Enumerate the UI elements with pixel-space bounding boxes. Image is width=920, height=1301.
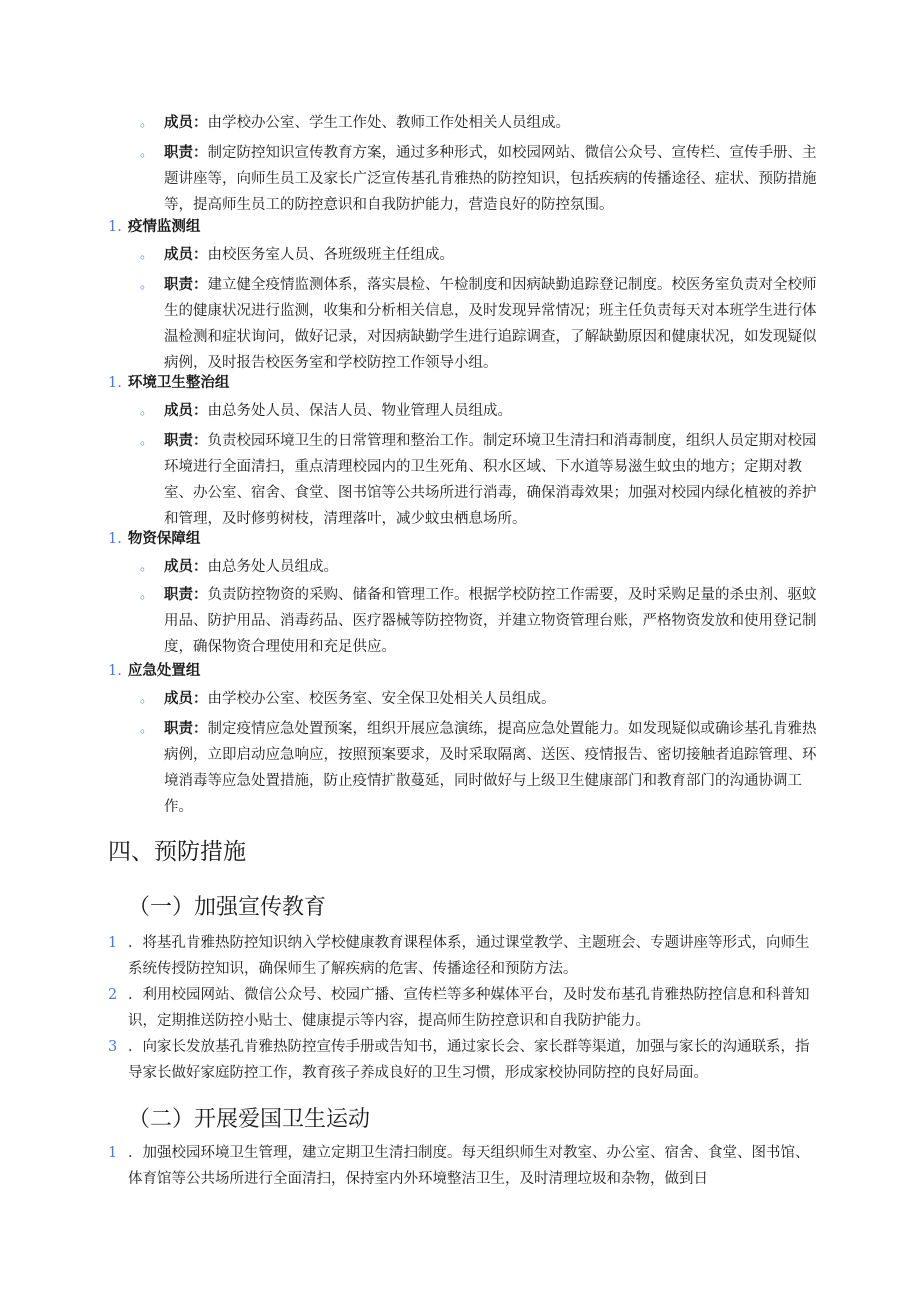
list-number: 2: [108, 987, 118, 1003]
group-heading-emergency: [108, 658, 200, 684]
bullet-icon: 。: [140, 145, 154, 160]
group-heading-environment: [108, 370, 229, 396]
section-heading: 四、预防措施: [108, 839, 246, 865]
bullet-icon: 。: [140, 277, 154, 292]
duty-text: 负责防控物资的采购、储备和管理工作。根据学校防控工作需要，及时采购足量的杀虫剂、驱蚊用品、防护用品、消毒药品、医疗器械等防控物资，并建立物资管理台账，严格物资发放和使用登记制度，确保物资合理使用和充足供应。: [164, 587, 817, 655]
duty-text: 制定疫情应急处置预案，组织开展应急演练，提高应急处置能力。如发现疑似或确诊基孔肯雅热病例，立即启动应急响应，按照预案要求，及时采取隔离、送医、疫情报告、密切接触者追踪管理、环境消毒等应急处置措施，防止疫情扩散蔓延，同时做好与上级卫生健康部门和教育部门的沟通协调工作。: [164, 721, 817, 815]
group-title: 环境卫生整治组: [127, 375, 230, 391]
group-title: 疫情监测组: [127, 219, 201, 235]
bullet-icon: 。: [140, 433, 154, 448]
duty-label: 职责：: [164, 145, 208, 161]
duty-label: 职责：: [164, 277, 208, 293]
list-number: 1: [108, 1145, 118, 1161]
group-heading-monitoring: [108, 214, 200, 240]
group-number: 1.: [108, 531, 122, 547]
duty-label: 职责：: [164, 433, 208, 449]
members-label: 成员：: [164, 691, 208, 707]
list-text: ．向家长发放基孔肯雅热防控宣传手册或告知书，通过家长会、家长群等渠道，加强与家长的沟通联系，指导家长做好家庭防控工作，教育孩子养成良好的卫生习惯，形成家校协同防控的良好局面。: [128, 1039, 810, 1081]
duty-text: 制定防控知识宣传教育方案，通过多种形式，如校园网站、微信公众号、宣传栏、宣传手册、主题讲座等，向师生员工及家长广泛宣传基孔肯雅热的防控知识，包括疾病的传播途径、症状、预防措施等，提高师生员工的防控意识和自我防护能力，营造良好的防控氛围。: [164, 145, 817, 213]
members-label: 成员：: [164, 403, 208, 419]
duty-label: 职责：: [164, 721, 208, 737]
group-number: 1.: [108, 219, 122, 235]
members-label: 成员：: [164, 559, 208, 575]
subsection-heading-publicity: （一）加强宣传教育: [128, 895, 327, 920]
group-title: 应急处置组: [127, 663, 201, 679]
bullet-icon: 。: [140, 115, 154, 130]
members-text: 由学校办公室、校医务室、安全保卫处相关人员组成。: [207, 691, 556, 707]
group-heading-supplies: [108, 526, 200, 552]
members-label: 成员：: [164, 115, 208, 131]
list-number: 3: [108, 1039, 118, 1055]
members-label: 成员：: [164, 247, 208, 263]
members-text: 由校医务室人员、各班级班主任组成。: [207, 247, 454, 263]
group-number: 1.: [108, 663, 122, 679]
list-text: ．利用校园网站、微信公众号、校园广播、宣传栏等多种媒体平台，及时发布基孔肯雅热防控信息和科普知识，定期推送防控小贴士、健康提示等内容，提高师生防控意识和自我防护能力。: [128, 987, 810, 1029]
bullet-icon: 。: [140, 247, 154, 262]
group-number: 1.: [108, 375, 122, 391]
subsection-heading-sanitation: （二）开展爱国卫生运动: [128, 1107, 371, 1132]
bullet-icon: 。: [140, 403, 154, 418]
list-number: 1: [108, 935, 118, 951]
list-text: ．加强校园环境卫生管理，建立定期卫生清扫制度。每天组织师生对教室、办公室、宿舍、食堂、图书馆、体育馆等公共场所进行全面清扫，保持室内外环境整洁卫生，及时清理垃圾和杂物，做到日: [128, 1145, 810, 1187]
bullet-icon: 。: [140, 559, 154, 574]
duty-text: 负责校园环境卫生的日常管理和整治工作。制定环境卫生清扫和消毒制度，组织人员定期对校园环境进行全面清扫，重点清理校园内的卫生死角、积水区域、下水道等易滋生蚊虫的地方；定期对教室、办公室、宿舍、食堂、图书馆等公共场所进行消毒，确保消毒效果；加强对校园内绿化植被的养护和管理，及时修剪树枝，清理落叶，减少蚊虫栖息场所。: [164, 433, 817, 527]
members-text: 由总务处人员组成。: [207, 559, 338, 575]
members-text: 由总务处人员、保洁人员、物业管理人员组成。: [207, 403, 512, 419]
duty-label: 职责：: [164, 587, 208, 603]
duty-text: 建立健全疫情监测体系，落实晨检、午检制度和因病缺勤追踪登记制度。校医务室负责对全校师生的健康状况进行监测，收集和分析相关信息，及时发现异常情况；班主任负责每天对本班学生进行体温检测和症状询问，做好记录，对因病缺勤学生进行追踪调查，了解缺勤原因和健康状况，如发现疑似病例，及时报告校医务室和学校防控工作领导小组。: [164, 277, 817, 371]
group-title: 物资保障组: [127, 531, 201, 547]
list-text: ．将基孔肯雅热防控知识纳入学校健康教育课程体系，通过课堂教学、主题班会、专题讲座等形式，向师生系统传授防控知识，确保师生了解疾病的危害、传播途径和预防方法。: [128, 935, 810, 977]
members-text: 由学校办公室、学生工作处、教师工作处相关人员组成。: [207, 115, 570, 131]
bullet-icon: 。: [140, 587, 154, 602]
bullet-icon: 。: [140, 721, 154, 736]
bullet-icon: 。: [140, 691, 154, 706]
